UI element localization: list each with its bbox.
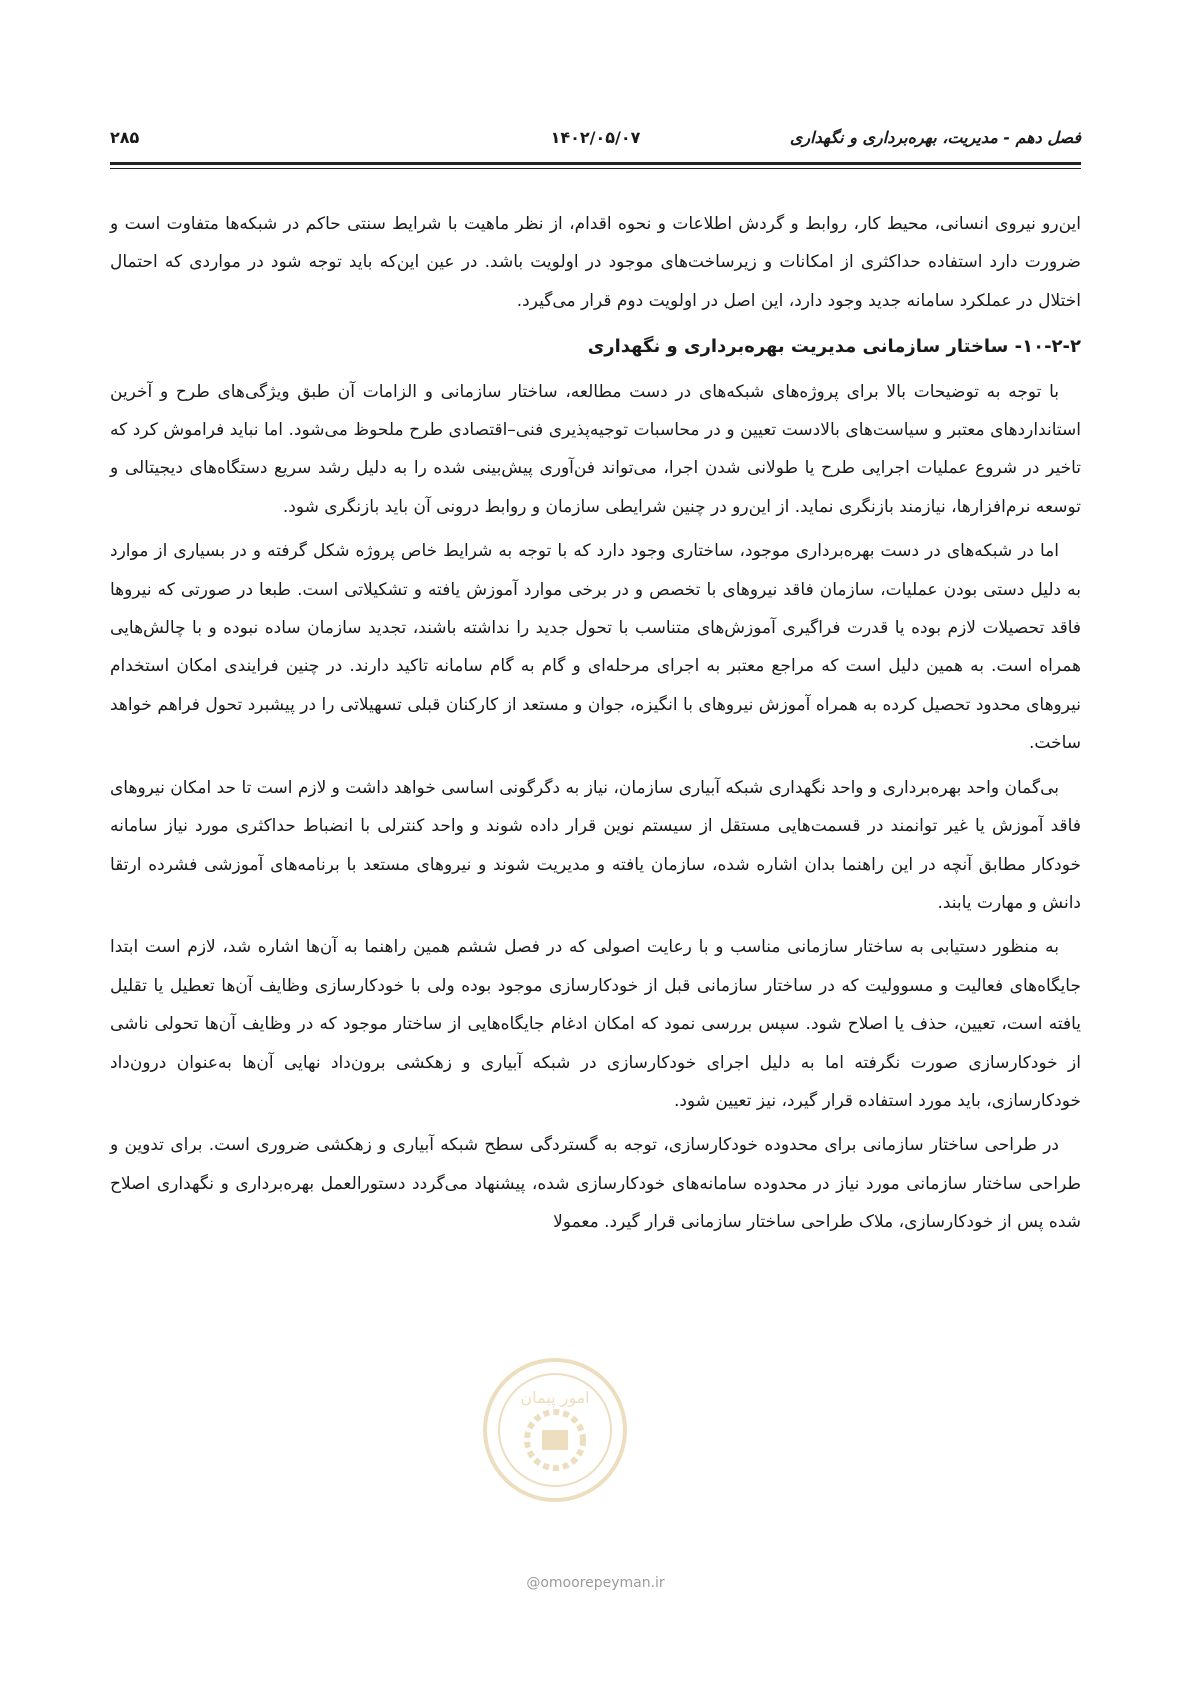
paragraph-1: این‌رو نیروی انسانی، محیط کار، روابط و گردش اطلاعات و نحوه اقدام، از نظر ماهیت با شرایط سنتی حاکم در شبکه‌ها متفاوت است و ضرورت دارد استفاده حداکثری از امکانات و زیرساخت‌های موجود در اولویت باشد. در عین این‌که باید توجه شود در مواردی که احتمال اختلال در عملکرد سامانه جدید وجود دارد، این اصل در اولویت دوم قرار می‌گیرد. <box>110 214 1081 311</box>
paragraph-5: به منظور دستیابی به ساختار سازمانی مناسب و با رعایت اصولی که در فصل ششم همین راهنما به آن‌ها اشاره شد، لازم است ابتدا جایگاه‌های فعالیت و مسوولیت که در ساختار سازمانی قبل از خودکارسازی موجود بوده ولی با خودکارسازی وظایف آن‌ها تعطیل یا تقلیل یافته است، تعیین، حذف یا اصلاح شود. سپس بررسی نمود که امکان ادغام جایگاه‌هایی از ساختار موجود که در وظایف آن‌ها تحولی ناشی از خودکارسازی صورت نگرفته اما به دلیل اجرای خودکارسازی در شبکه آبیاری و زهکشی برون‌داد نهایی آن‌ها به‌عنوان درون‌داد خودکارسازی، باید مورد استفاده قرار گیرد، نیز تعیین شود. <box>110 937 1081 1111</box>
header-rule-thin <box>110 168 1081 169</box>
header-rule-thick <box>110 162 1081 165</box>
header-date: ۱۴۰۲/۰۵/۰۷ <box>550 128 641 147</box>
paragraph-6: در طراحی ساختار سازمانی برای محدوده خودکارسازی، توجه به گستردگی سطح شبکه آبیاری و زهکشی ضروری است. برای تدوین و طراحی ساختار سازمانی مورد نیاز در محدوده سامانه‌های خودکارسازی شده، پیشنهاد می‌گردد دستورالعمل بهره‌برداری و نگهداری اصلاح شده پس از خودکارسازی، ملاک طراحی ساختار سازمانی قرار گیرد. معمولا <box>110 1135 1081 1233</box>
svg-text:امور پیمان: امور پیمان <box>520 1388 590 1407</box>
page-number: ۲۸۵ <box>110 128 140 147</box>
watermark-site: @omoorepeyman.ir <box>526 1575 665 1591</box>
body-text <box>110 205 1081 1248</box>
paragraph-3: اما در شبکه‌های در دست بهره‌برداری موجود، ساختاری وجود دارد که با توجه به شرایط خاص پروژه شکل گرفته و در بسیاری از موارد به دلیل دستی بودن عملیات، سازمان فاقد نیروهای با تخصص و در برخی موارد آموزش یافته و تشکیلاتی است. طبعا در صورتی که نیروها فاقد تحصیلات لازم بوده یا قدرت فراگیری آموزش‌های متناسب با تحول جدید را نداشته باشند، تجدید سازمان ساده نبوده و با چالش‌هایی همراه است. به همین دلیل است که مراجع معتبر به اجرای مرحله‌ای و گام به گام سامانه تاکید دارند. در چنین فرایندی امکان استخدام نیروهای محدود تحصیل کرده به همراه آموزش نیروهای با انگیزه، جوان و مستعد از کارکنان قبلی تسهیلاتی را در پیشبرد تحول فراهم خواهد ساخت. <box>110 541 1081 754</box>
paragraph-4: بی‌گمان واحد بهره‌برداری و واحد نگهداری شبکه آبیاری سازمان، نیاز به دگرگونی اساسی خواهد داشت و لازم است تا حد امکان نیروهای فاقد آموزش یا غیر توانمند در قسمت‌هایی مستقل از سیستم نوین قرار داده شوند و واحد کنترلی با انضباط حداکثری مورد نیاز سامانه خودکار مطابق آنچه در این راهنما بدان اشاره شده، سازمان یافته و مدیریت شوند و نیروهای مستعد با برنامه‌های آموزشی فشرده ارتقا دانش و مهارت یابند. <box>110 777 1081 913</box>
paragraph-2: با توجه به توضیحات بالا برای پروژه‌های شبکه‌های در دست مطالعه، ساختار سازمانی و الزامات آن طبق ویژگی‌های طرح و آخرین استانداردهای معتبر و سیاست‌های بالادست تعیین و در محاسبات توجیه‌پذیری فنی–اقتصادی طرح ملحوظ می‌شود. اما نباید فراموش کرد که تاخیر در شروع عملیات اجرایی طرح یا طولانی شدن اجرا، می‌تواند فن‌آوری پیش‌بینی شده را به دلیل رشد سریع دستگاه‌های دیجیتالی و توسعه نرم‌افزارها، نیازمند بازنگری نماید. از این‌رو در چنین شرایطی سازمان و روابط درونی آن باید بازنگری شود. <box>110 381 1081 517</box>
chapter-title: فصل دهم - مدیریت، بهره‌برداری و نگهداری <box>789 128 1081 147</box>
page-header <box>110 128 1081 154</box>
watermark-seal <box>480 1355 630 1505</box>
section-heading: ۱۰-۲-۲- ساختار سازمانی مدیریت بهره‌برداری و نگهداری <box>587 336 1081 358</box>
